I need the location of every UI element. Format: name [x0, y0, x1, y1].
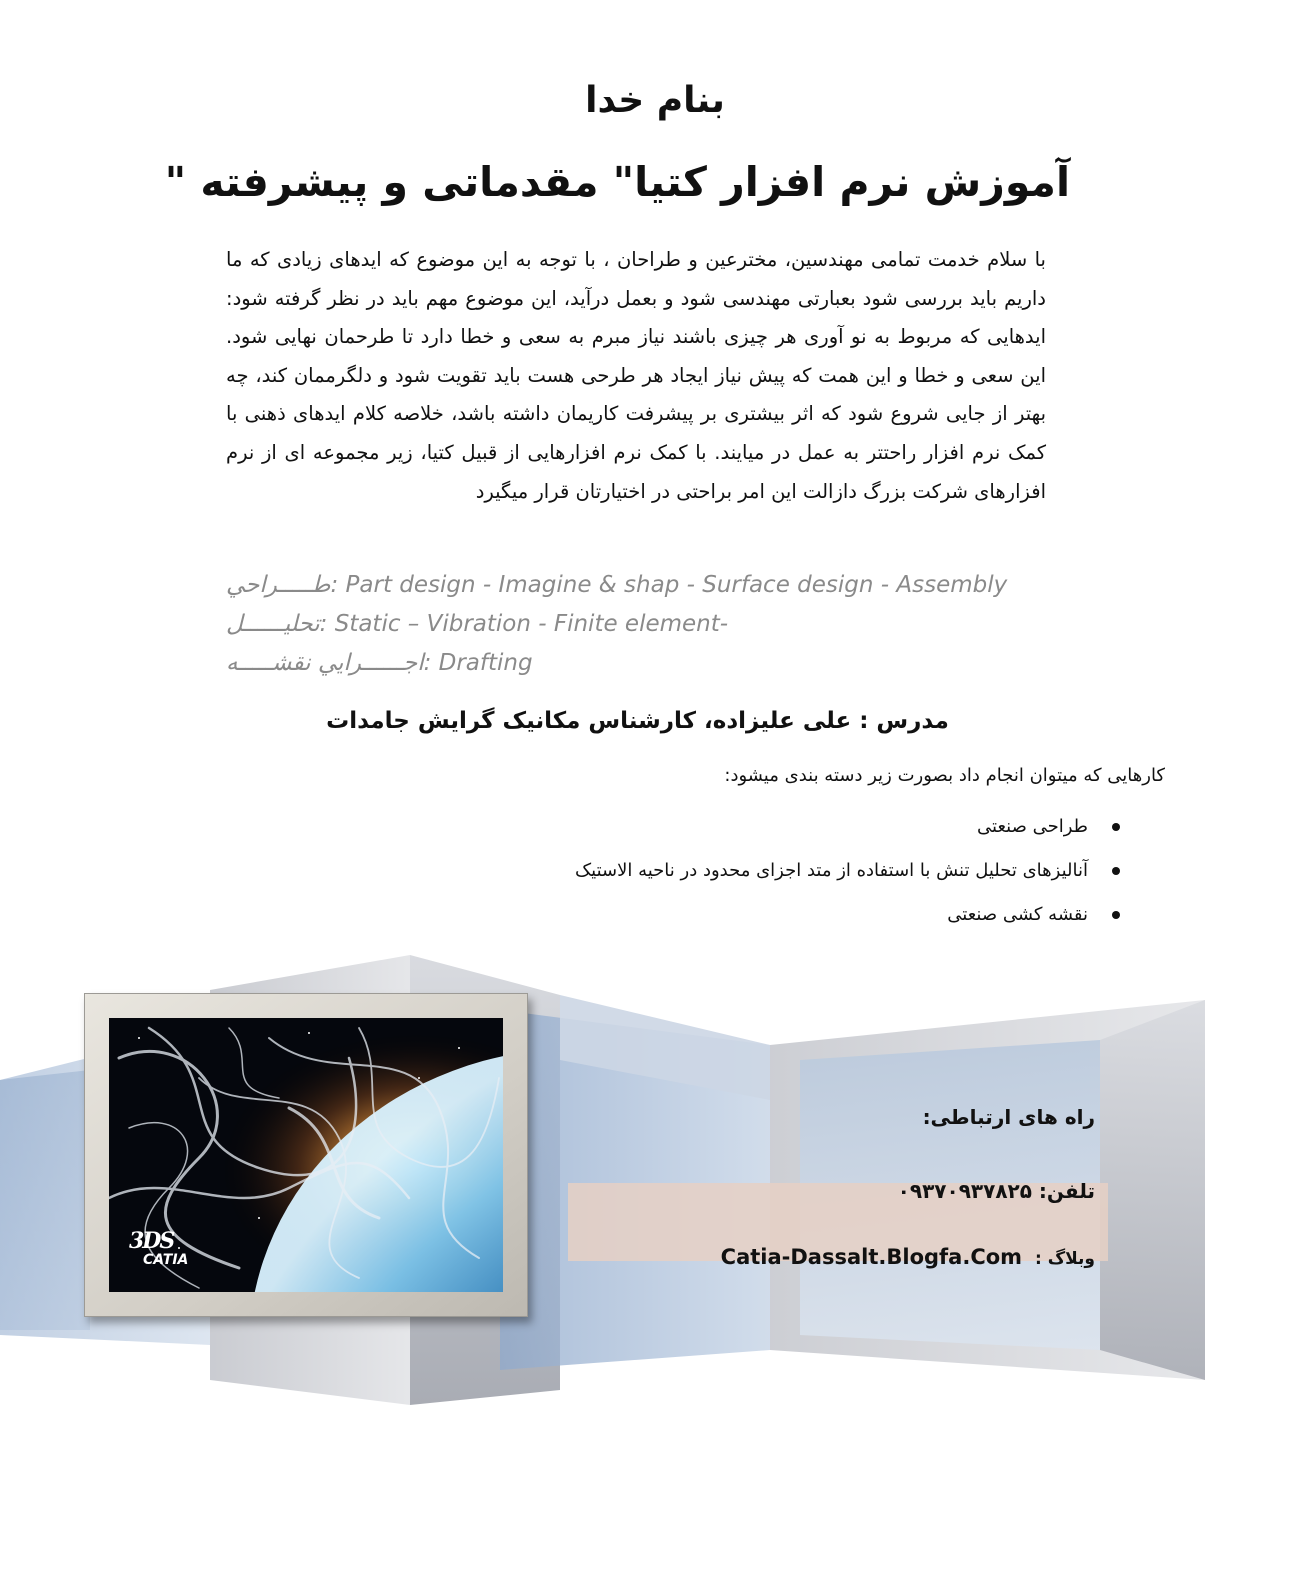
- ribbon-shape: [1100, 1000, 1205, 1380]
- bullet-icon: [1112, 867, 1120, 875]
- module-list: [226, 566, 1026, 683]
- phone-label: تلفن:: [1038, 1179, 1095, 1203]
- module-items: : Drafting: [423, 650, 533, 676]
- catia-logo: [125, 1228, 245, 1278]
- bullet-icon: [1112, 911, 1120, 919]
- logo-text: CATIA: [143, 1252, 189, 1268]
- task-text: نقشه کشی صنعتی: [947, 904, 1088, 925]
- contact-heading: راه های ارتباطی:: [922, 1105, 1095, 1129]
- module-label: طـــــراحي: [226, 572, 331, 598]
- document-title: آموزش نرم افزار کتیا" مقدماتی و پیشرفته ": [164, 158, 1070, 206]
- list-item: [400, 856, 1120, 900]
- blog-line: [721, 1245, 1095, 1269]
- module-line-analysis: [226, 605, 1026, 644]
- task-list: [400, 812, 1120, 944]
- photo-frame: [84, 993, 528, 1317]
- tasks-intro: کارهایی که میتوان انجام داد بصورت زیر دسته بندی میشود:: [724, 765, 1165, 786]
- phone-number: ۰۹۳۷۰۹۳۷۸۲۵: [897, 1179, 1032, 1203]
- bullet-icon: [1112, 823, 1120, 831]
- list-item: [400, 812, 1120, 856]
- blog-label: وبلاگ :: [1035, 1249, 1095, 1269]
- module-line-drafting: [226, 644, 1026, 683]
- logo-mark: 3DS: [129, 1228, 174, 1254]
- module-label: اجــــــرايي نقشـــــه: [226, 650, 424, 676]
- blog-url[interactable]: Catia-Dassalt.Blogfa.Com: [720, 1245, 1023, 1269]
- document-heading: بنام خدا: [585, 80, 725, 121]
- instructor-line: مدرس : علی علیزاده، کارشناس مکانیک گرایش جامدات: [326, 708, 949, 734]
- module-label: تحليــــــل: [226, 611, 320, 637]
- task-text: آنالیزهای تحلیل تنش با استفاده از متد اجزای محدود در ناحیه الاستیک: [575, 860, 1088, 881]
- module-line-design: [226, 566, 1026, 605]
- module-items: : Part design - Imagine & shap - Surface design - Assembly: [330, 572, 1008, 598]
- phone-line: [898, 1179, 1095, 1203]
- catia-splash-image: [109, 1018, 503, 1292]
- module-items: : Static – Vibration - Finite element-: [319, 611, 729, 637]
- intro-paragraph: با سلام خدمت تمامی مهندسین، مخترعین و طراحان ، با توجه به این موضوع که ایدهای زیادی که ما داریم باید بررسی شود بعبارتی مهندسی شود و بعمل درآید، این موضوع مهم باید در نظر گرفته شود: ایدهایی که مربوط به نو آوری هر چیزی باشند نیاز مبرم به سعی و خطا دارد تا طرحمان نهایی شود. این سعی و خطا و این همت که پیش نیاز ایجاد هر طرحی هست باید تقویت شود و دلگرممان کند، چه بهتر از جایی شروع شود که اثر بیشتری بر پیشرفت کاریمان داشته باشد، خلاصه کلام ایدهای ذهنی با کمک نرم افزار راحتتر به عمل در میایند. با کمک نرم افزارهایی از قبیل کتیا، زیر مجموعه ای از نرم افزارهای شرکت بزرگ دازالت این امر براحتی در اختیارتان قرار میگیرد: [226, 248, 1046, 503]
- list-item: [400, 900, 1120, 944]
- task-text: طراحی صنعتی: [977, 816, 1088, 837]
